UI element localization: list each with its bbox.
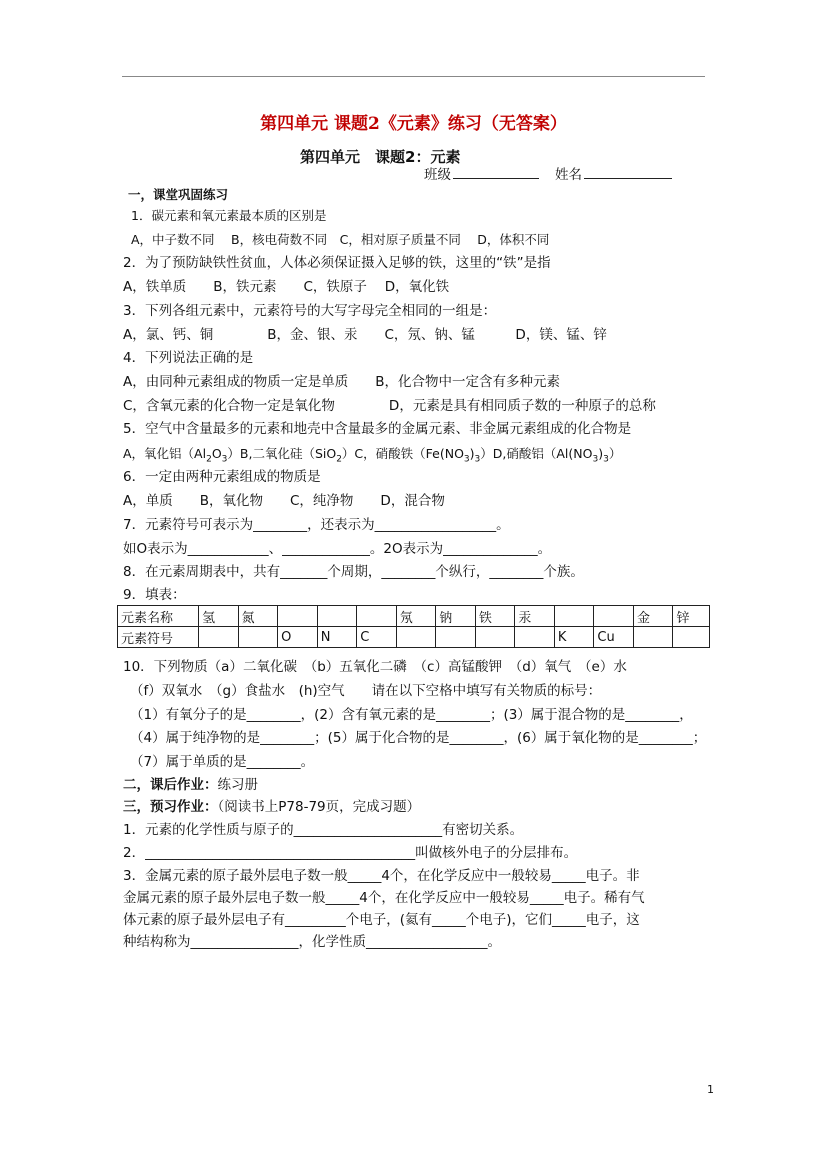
- question-6-options: A，单质 B，氧化物 C，纯净物 D，混合物: [123, 493, 445, 509]
- question-4-option-cd: C，含氧元素的化合物一定是氧化物 D，元素是具有相同质子数的一种原子的总称: [123, 398, 656, 414]
- table-cell: 氖: [396, 606, 436, 627]
- table-cell[interactable]: [633, 627, 673, 648]
- section-1-heading: 一，课堂巩固练习: [128, 187, 229, 202]
- table-cell: O: [278, 627, 318, 648]
- question-5-options: A，氧化铝$(Al_2O_3)B$,二氧化硅（SiO$_2$）C，硝酸铁$(Fe(NO_3)_3)D$,硝酸铝$(Al(NO_3)_3)$: [123, 446, 622, 465]
- table-cell: 氢: [199, 606, 239, 627]
- question-3: 3．下列各组元素中，元素符号的大写字母完全相同的一组是：: [123, 303, 497, 319]
- table-cell[interactable]: [673, 627, 710, 648]
- class-label: 班级: [424, 167, 451, 183]
- question-2: 2．为了预防缺铁性贫血，人体必须保证摄入足够的铁，这里的“铁”是指: [123, 255, 551, 271]
- element-table: [117, 605, 710, 648]
- question-3-options: A，氯、钙、铜 B，金、银、汞 C，氖、钠、锰 D，镁、锰、锌: [123, 327, 607, 343]
- question-7: 7．元素符号可表示为________，还表示为__________________。: [123, 517, 510, 533]
- question-10c: （1）有氧分子的是________，(2）含有氧元素的是________；(3）属于混合物的是________，: [130, 707, 693, 723]
- table-cell[interactable]: [554, 606, 594, 627]
- table-cell[interactable]: [317, 606, 357, 627]
- table-cell[interactable]: [475, 627, 515, 648]
- question-1: 1．碳元素和氧元素最本质的区别是: [131, 208, 327, 223]
- question-4-option-ab: A，由同种元素组成的物质一定是单质 B，化合物中一定含有多种元素: [123, 374, 560, 390]
- preview-3c: 体元素的原子最外层电子有_________个电子，(氦有_____个电子)，它们_____电子，这: [123, 912, 640, 928]
- table-cell[interactable]: [278, 606, 318, 627]
- table-cell: C: [357, 627, 397, 648]
- table-cell: K: [554, 627, 594, 648]
- question-8: 8．在元素周期表中，共有_______个周期，________个纵行，________个族。: [123, 564, 584, 580]
- table-cell[interactable]: [594, 606, 634, 627]
- preview-1: 1．元素的化学性质与原子的______________________有密切关系。: [123, 822, 524, 838]
- question-4: 4．下列说法正确的是: [123, 350, 254, 366]
- table-cell: 元素名称: [118, 606, 199, 627]
- table-cell: 金: [633, 606, 673, 627]
- table-cell: N: [317, 627, 357, 648]
- name-field[interactable]: [555, 166, 672, 184]
- table-row-symbols: [118, 627, 710, 648]
- table-cell[interactable]: [199, 627, 239, 648]
- table-cell[interactable]: [436, 627, 476, 648]
- preview-3d: 种结构称为________________，化学性质__________________。: [123, 934, 501, 950]
- page-title: 第四单元 课题2《元素》练习（无答案）: [260, 114, 567, 134]
- question-6: 6．一定由两种元素组成的物质是: [123, 469, 321, 485]
- table-cell[interactable]: [396, 627, 436, 648]
- question-10e: （7）属于单质的是________。: [130, 754, 315, 770]
- section-2-heading: 二，课后作业：练习册: [123, 777, 258, 793]
- header-rule: [122, 76, 705, 77]
- table-cell: 铁: [475, 606, 515, 627]
- table-cell[interactable]: [357, 606, 397, 627]
- preview-3b: 金属元素的原子最外层电子数一般_____4个，在化学反应中一般较易_____电子。稀有气: [123, 890, 645, 906]
- table-cell: 汞: [515, 606, 555, 627]
- class-field[interactable]: [424, 166, 539, 184]
- question-7b: 如O表示为____________、_____________。2O表示为______________。: [123, 541, 552, 557]
- page-number: 1: [707, 1083, 714, 1096]
- question-9: 9．填表：: [123, 587, 186, 603]
- question-10d: （4）属于纯净物的是________；(5）属于化合物的是________，(6）属于氧化物的是________；: [130, 730, 707, 746]
- table-cell[interactable]: [238, 627, 278, 648]
- question-10b: （f）双氧水 （g）食盐水 (h)空气 请在以下空格中填写有关物质的标号：: [130, 683, 602, 699]
- table-cell: 元素符号: [118, 627, 199, 648]
- table-row-names: [118, 606, 710, 627]
- section-3-heading: 三，预习作业：（阅读书上P78-79页，完成习题）: [123, 799, 421, 815]
- table-cell: 氮: [238, 606, 278, 627]
- table-cell[interactable]: [515, 627, 555, 648]
- table-cell: 钠: [436, 606, 476, 627]
- question-1-options: A，中子数不同 B，核电荷数不同 C，相对原子质量不同 D，体积不同: [131, 232, 550, 247]
- question-5: 5．空气中含量最多的元素和地壳中含量最多的金属元素、非金属元素组成的化合物是: [123, 421, 632, 437]
- preview-3a: 3．金属元素的原子最外层电子数一般_____4个，在化学反应中一般较易_____电子。非: [123, 868, 640, 884]
- page-subtitle: 第四单元 课题2：元素: [300, 148, 461, 166]
- table-cell: 锌: [673, 606, 710, 627]
- question-2-options: A，铁单质 B，铁元素 C，铁原子 D，氧化铁: [123, 279, 450, 295]
- name-label: 姓名: [555, 167, 582, 183]
- table-cell: Cu: [594, 627, 634, 648]
- question-10: 10．下列物质（a）二氧化碳 （b）五氧化二磷 （c）高锰酸钾 （d）氧气 （e）水: [123, 659, 627, 675]
- preview-2: 2．________________________________________叫做核外电子的分层排布。: [123, 845, 578, 861]
